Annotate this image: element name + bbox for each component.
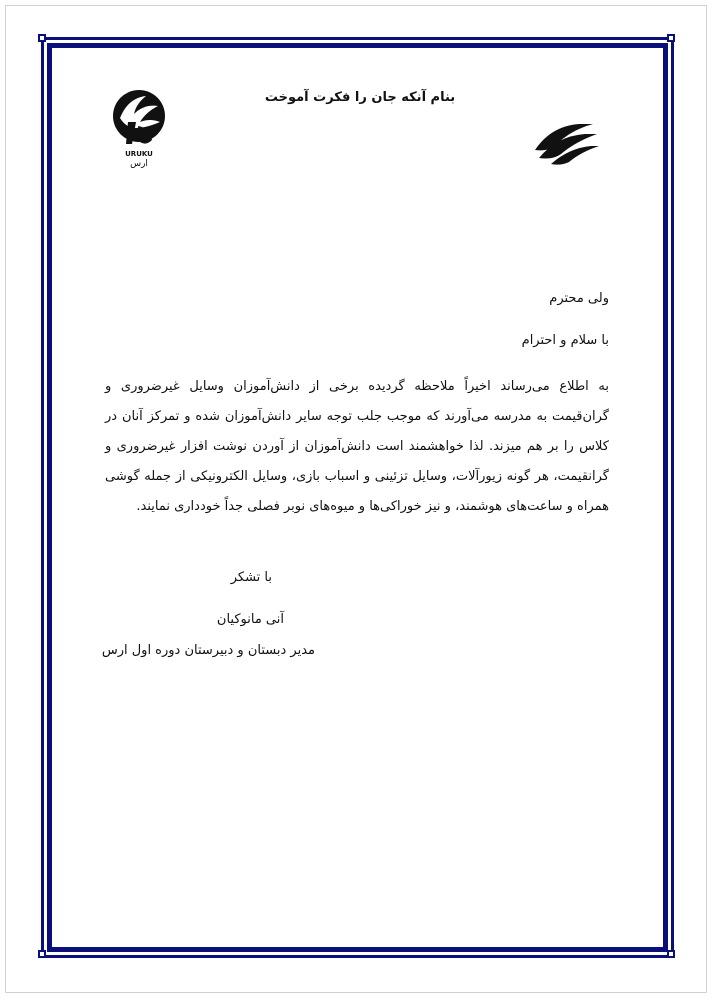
closing: با تشکر — [230, 570, 272, 585]
basmala-heading: بنام آنکه جان را فکرت آموخت — [264, 90, 456, 105]
border-corner-top-right — [667, 34, 675, 42]
border-corner-bottom-right — [667, 950, 675, 958]
signer-name: آنی مانوکیان — [216, 612, 284, 627]
logo-caption-text: ارس — [130, 159, 148, 168]
signer-title: مدیر دبستان و دبیرستان دوره اول ارس — [101, 643, 315, 658]
emblem-icon — [531, 120, 601, 165]
border-corner-bottom-left — [38, 950, 46, 958]
salutation: ولی محترم — [549, 291, 609, 306]
border-corner-top-left — [38, 34, 46, 42]
letter-body: به اطلاع می‌رساند اخیراً ملاحظه گردیده برخی از دانش‌آموزان وسایل غیرضروری و گران‌قیمت به مدرسه می‌آورند که موجب جلب توجه سایر دانش‌آموزان شده و تمرکز آنان در کلاس را بر هم میزند. لذا خواهشمند است دانش‌آموزان از آوردن نوشت افزار غیرضروری و گرانقیمت، هر گونه زیورآلات، وسایل تزئینی و اسباب بازی، وسایل الکترونیکی از جمله گوشی همراه و ساعت‌های هوشمند، و نیز خوراکی‌ها و میوه‌های نوبر فصلی جداً خودداری نمایند. — [105, 379, 609, 514]
logo-latin-text: URUKU — [125, 150, 153, 158]
school-logo-icon — [106, 88, 172, 168]
greeting: با سلام و احترام — [521, 333, 609, 348]
